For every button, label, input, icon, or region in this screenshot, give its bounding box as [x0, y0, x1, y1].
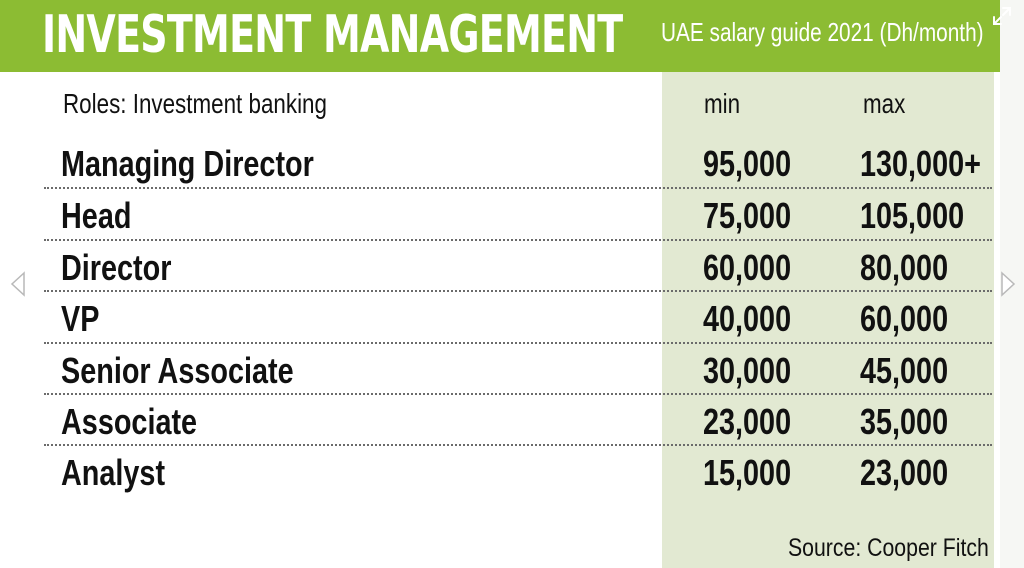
- role-name: Analyst: [61, 452, 166, 493]
- subtitle: UAE salary guide 2021 (Dh/month): [661, 17, 984, 47]
- table-row: [0, 345, 1000, 397]
- role-name: Senior Associate: [61, 350, 294, 391]
- min-salary: 40,000: [703, 298, 792, 339]
- role-name: Head: [61, 195, 132, 236]
- row-divider: [44, 393, 992, 395]
- role-name: Associate: [61, 401, 198, 442]
- min-salary: 30,000: [703, 350, 792, 391]
- min-column-header: min: [704, 88, 741, 119]
- max-salary: 130,000+: [860, 143, 981, 184]
- row-divider: [44, 444, 992, 446]
- row-divider: [44, 187, 992, 189]
- expand-icon[interactable]: [992, 6, 1012, 26]
- max-salary: 23,000: [860, 452, 949, 493]
- chevron-right-icon[interactable]: [998, 270, 1018, 298]
- row-divider: [44, 239, 992, 241]
- max-salary: 80,000: [860, 247, 949, 288]
- header-banner: [0, 0, 1000, 72]
- page-title: INVESTMENT MANAGEMENT: [42, 5, 623, 65]
- max-column-header: max: [863, 88, 906, 119]
- min-salary: 95,000: [703, 143, 792, 184]
- chevron-left-icon[interactable]: [8, 270, 28, 298]
- max-salary: 60,000: [860, 298, 949, 339]
- role-name: VP: [61, 298, 100, 339]
- role-name: Director: [61, 247, 172, 288]
- min-salary: 75,000: [703, 195, 792, 236]
- table-row: [0, 396, 1000, 448]
- table-row: [0, 447, 1000, 499]
- min-salary: 60,000: [703, 247, 792, 288]
- min-salary: 23,000: [703, 401, 792, 442]
- row-divider: [44, 290, 992, 292]
- role-name: Managing Director: [61, 143, 314, 184]
- table-row: [0, 138, 1000, 190]
- table-row: [0, 190, 1000, 242]
- max-salary: 35,000: [860, 401, 949, 442]
- max-salary: 45,000: [860, 350, 949, 391]
- min-salary: 15,000: [703, 452, 792, 493]
- source-note: Source: Cooper Fitch: [788, 534, 989, 562]
- table-row: [0, 242, 1000, 294]
- row-divider: [44, 342, 992, 344]
- max-salary: 105,000: [860, 195, 965, 236]
- roles-column-header: Roles: Investment banking: [63, 88, 327, 119]
- table-row: [0, 293, 1000, 345]
